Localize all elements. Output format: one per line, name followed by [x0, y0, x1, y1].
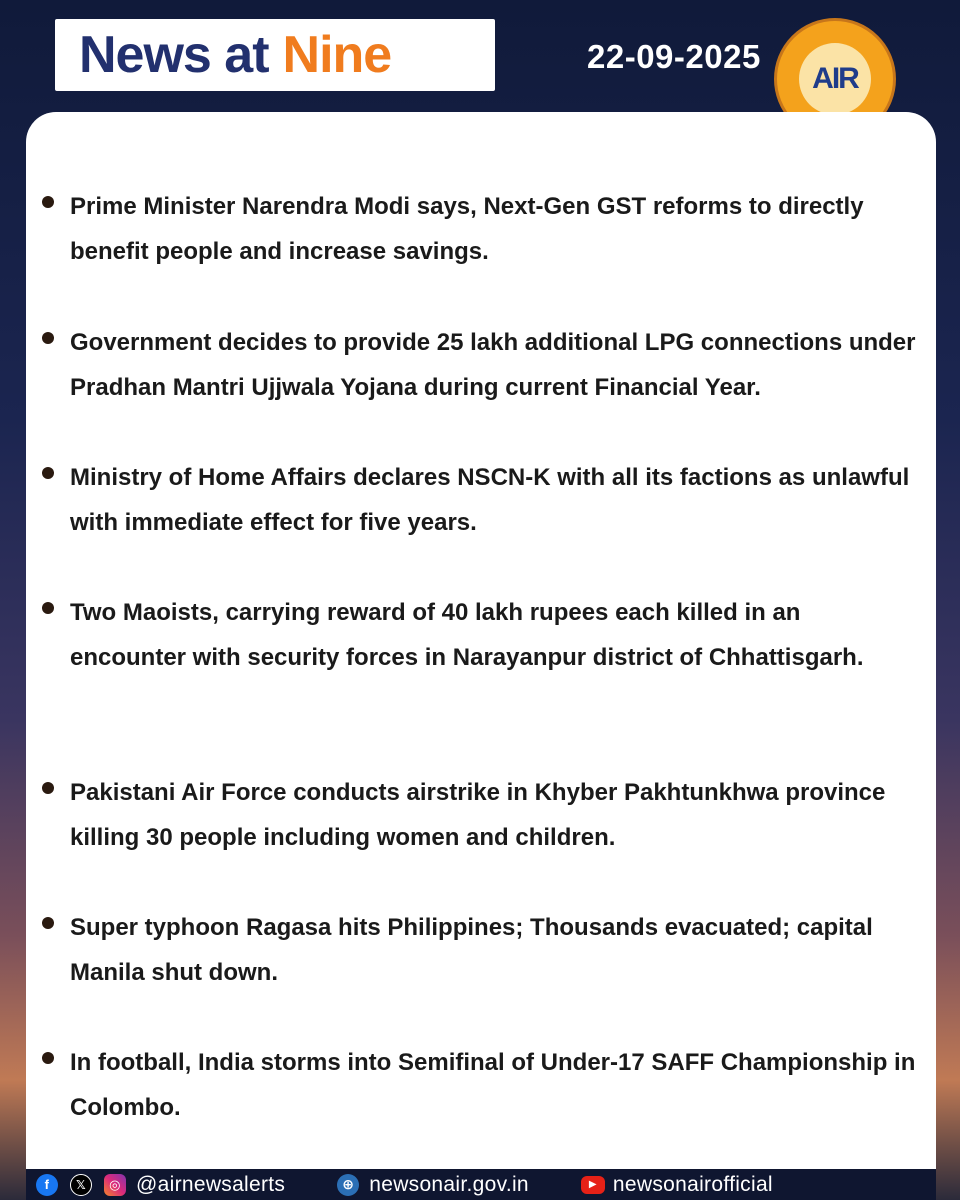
- youtube-icon[interactable]: ▶: [581, 1176, 605, 1194]
- youtube-channel[interactable]: newsonairofficial: [612, 1172, 773, 1196]
- facebook-icon[interactable]: f: [36, 1174, 58, 1196]
- instagram-icon[interactable]: ◎: [104, 1174, 126, 1196]
- news-headline: Ministry of Home Affairs declares NSCN-K with all its factions as unlawful with immediate effect for five years.: [70, 464, 910, 536]
- news-headline: Super typhoon Ragasa hits Philippines; Thousands evacuated; capital Manila shut down.: [70, 914, 873, 986]
- logo-mark: AIR: [799, 43, 871, 115]
- bullet-icon: [42, 917, 54, 929]
- bullet-icon: [42, 467, 54, 479]
- bullet-icon: [42, 1052, 54, 1064]
- news-headline: Two Maoists, carrying reward of 40 lakh rupees each killed in an encounter with security forces in Narayanpur district of Chhattisgarh.: [70, 599, 864, 671]
- news-headline: Government decides to provide 25 lakh additional LPG connections under Pradhan Mantri Ujjwala Yojana during current Financial Year.: [70, 329, 916, 401]
- news-headline: Prime Minister Narendra Modi says, Next-Gen GST reforms to directly benefit people and increase savings.: [70, 193, 864, 265]
- x-icon[interactable]: 𝕏: [70, 1174, 92, 1196]
- title-accent: Nine: [282, 26, 392, 84]
- title-banner: [55, 19, 495, 91]
- bullet-icon: [42, 782, 54, 794]
- globe-icon: ⊕: [337, 1174, 359, 1196]
- bullet-icon: [42, 332, 54, 344]
- footer-bar: [26, 1169, 936, 1200]
- news-card: [26, 112, 936, 1169]
- title-main: News at: [79, 26, 269, 84]
- social-handle[interactable]: @airnewsalerts: [136, 1172, 286, 1196]
- date-label: 22-09-2025: [587, 38, 761, 75]
- bullet-icon: [42, 602, 54, 614]
- news-headline: In football, India storms into Semifinal of Under-17 SAFF Championship in Colombo.: [70, 1049, 916, 1121]
- news-headline: Pakistani Air Force conducts airstrike in Khyber Pakhtunkhwa province killing 30 people including women and children.: [70, 779, 886, 851]
- website-link[interactable]: newsonair.gov.in: [369, 1172, 529, 1196]
- bullet-icon: [42, 196, 54, 208]
